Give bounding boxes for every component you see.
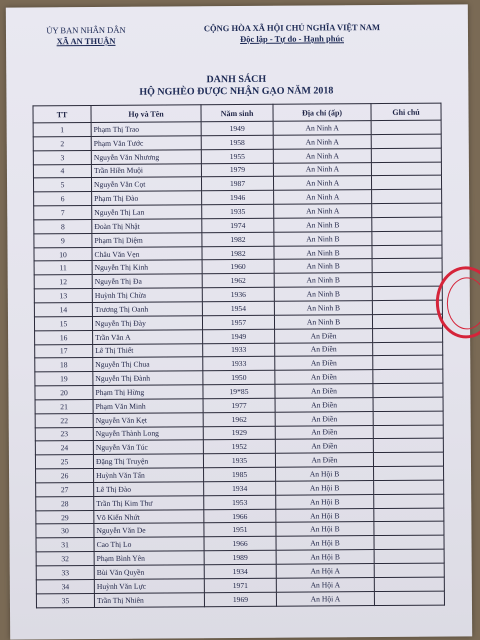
- birth-year-cell: 1971: [204, 578, 276, 592]
- row-number-cell: 17: [35, 344, 93, 358]
- person-name-cell: Nguyễn Thị Kinh: [92, 260, 202, 275]
- address-cell: An Điền: [275, 439, 373, 454]
- person-name-cell: Lê Thị Thiết: [93, 343, 203, 358]
- note-cell: [373, 355, 443, 369]
- row-number-cell: 32: [36, 552, 94, 566]
- note-cell: [371, 148, 441, 162]
- address-cell: An Điền: [275, 411, 373, 426]
- row-number-cell: 23: [35, 427, 93, 441]
- issuer-line-2: XÃ AN THUẬN: [56, 35, 116, 47]
- person-name-cell: Phạm Văn Minh: [93, 399, 203, 414]
- address-cell: An Điền: [275, 356, 373, 371]
- address-cell: An Hội A: [276, 564, 374, 579]
- person-name-cell: Trần Văn A: [93, 329, 203, 344]
- row-number-cell: 8: [34, 219, 92, 233]
- address-cell: An Điền: [275, 425, 373, 440]
- address-cell: An Điền: [275, 384, 373, 399]
- birth-year-cell: 1929: [203, 426, 275, 440]
- address-cell: An Ninh B: [274, 231, 372, 246]
- birth-year-cell: 19*85: [203, 384, 275, 398]
- note-cell: [374, 480, 444, 494]
- row-number-cell: 13: [34, 289, 92, 303]
- address-cell: An Ninh A: [273, 176, 371, 191]
- birth-year-cell: 1953: [204, 495, 276, 509]
- birth-year-cell: 1969: [204, 592, 276, 606]
- address-cell: An Ninh A: [273, 148, 371, 163]
- person-name-cell: Nguyễn Thị Đành: [93, 371, 203, 386]
- note-cell: [374, 522, 444, 536]
- row-number-cell: 15: [34, 316, 92, 330]
- person-name-cell: Phạm Bình Yên: [94, 551, 204, 566]
- person-name-cell: Nguyễn Văn Kẹt: [93, 412, 203, 427]
- person-name-cell: Nguyễn Thành Long: [93, 426, 203, 441]
- seal-inner-ring: [447, 277, 480, 329]
- row-number-cell: 25: [35, 455, 93, 469]
- note-cell: [371, 162, 441, 176]
- address-cell: An Hội B: [276, 522, 374, 537]
- address-cell: An Ninh B: [274, 245, 372, 260]
- birth-year-cell: 1950: [203, 370, 275, 384]
- birth-year-cell: 1951: [204, 523, 276, 537]
- row-number-cell: 27: [36, 482, 94, 496]
- birth-year-cell: 1936: [202, 287, 274, 301]
- birth-year-cell: 1960: [202, 260, 274, 274]
- address-cell: An Hội B: [276, 550, 374, 565]
- note-cell: [372, 231, 442, 245]
- row-number-cell: 24: [35, 441, 93, 455]
- address-cell: An Ninh B: [274, 273, 372, 288]
- note-cell: [372, 217, 442, 231]
- person-name-cell: Đặng Thị Truyện: [93, 454, 203, 469]
- person-name-cell: Cao Thị Lo: [94, 537, 204, 552]
- person-name-cell: Nguyễn Thị Lan: [92, 205, 202, 220]
- person-name-cell: Phạm Văn Tước: [91, 136, 201, 151]
- row-number-cell: 26: [36, 469, 94, 483]
- birth-year-cell: 1957: [202, 315, 274, 329]
- issuer-header: [28, 25, 144, 48]
- person-name-cell: Phạm Thị Đào: [92, 191, 202, 206]
- national-header: [172, 22, 412, 46]
- person-name-cell: Huỳnh Thị Chừa: [92, 288, 202, 303]
- person-name-cell: Phạm Thị Hừng: [93, 385, 203, 400]
- note-cell: [373, 383, 443, 397]
- address-cell: An Hội B: [276, 508, 374, 523]
- note-cell: [374, 563, 444, 577]
- note-cell: [371, 175, 441, 189]
- national-motto: Độc lập - Tự do - Hạnh phúc: [240, 33, 345, 44]
- birth-year-cell: 1989: [204, 550, 276, 564]
- column-header: Địa chỉ (ấp): [273, 104, 371, 122]
- row-number-cell: 35: [36, 593, 94, 607]
- birth-year-cell: 1952: [203, 440, 275, 454]
- row-number-cell: 30: [36, 524, 94, 538]
- address-cell: An Hội A: [276, 591, 374, 606]
- national-title: CỘNG HÒA XÃ HỘI CHỦ NGHĨA VIỆT NAM: [203, 22, 381, 34]
- person-name-cell: Võ Kiến Nhứt: [94, 509, 204, 524]
- note-cell: [373, 425, 443, 439]
- note-cell: [374, 466, 444, 480]
- birth-year-cell: 1946: [202, 190, 274, 204]
- column-header: Năm sinh: [201, 104, 273, 122]
- row-number-cell: 1: [33, 123, 91, 137]
- address-cell: An Ninh B: [274, 301, 372, 316]
- note-cell: [373, 438, 443, 452]
- person-name-cell: Huỳnh Văn Lực: [94, 579, 204, 594]
- birth-year-cell: 1982: [202, 246, 274, 260]
- birth-year-cell: 1977: [203, 398, 275, 412]
- note-cell: [374, 535, 444, 549]
- person-name-cell: Nguyễn Văn Cọt: [91, 177, 201, 192]
- issuer-line-1: ỦY BAN NHÂN DÂN: [46, 24, 126, 36]
- birth-year-cell: 1949: [201, 121, 273, 135]
- row-number-cell: 5: [33, 178, 91, 192]
- address-cell: An Điền: [275, 370, 373, 385]
- address-cell: An Ninh A: [273, 134, 371, 149]
- note-cell: [373, 328, 443, 342]
- address-cell: An Điền: [275, 453, 373, 468]
- person-name-cell: Phạm Thị Diệm: [92, 233, 202, 248]
- note-cell: [372, 314, 442, 328]
- birth-year-cell: 1974: [202, 218, 274, 232]
- row-number-cell: 18: [35, 358, 93, 372]
- note-cell: [372, 272, 442, 286]
- row-number-cell: 20: [35, 386, 93, 400]
- birth-year-cell: 1934: [204, 564, 276, 578]
- note-cell: [372, 259, 442, 273]
- row-number-cell: 2: [33, 136, 91, 150]
- document-page: [6, 4, 472, 639]
- address-cell: An Ninh A: [273, 162, 371, 177]
- birth-year-cell: 1966: [204, 509, 276, 523]
- birth-year-cell: 1935: [202, 204, 274, 218]
- row-number-cell: 4: [33, 164, 91, 178]
- note-cell: [373, 452, 443, 466]
- column-header: TT: [33, 106, 91, 123]
- note-cell: [373, 342, 443, 356]
- note-cell: [372, 189, 442, 203]
- note-cell: [372, 286, 442, 300]
- table-row: [36, 591, 444, 608]
- note-cell: [373, 397, 443, 411]
- row-number-cell: 7: [34, 206, 92, 220]
- note-cell: [374, 577, 444, 591]
- person-name-cell: Bùi Văn Quyền: [94, 565, 204, 580]
- birth-year-cell: 1933: [203, 357, 275, 371]
- birth-year-cell: 1962: [203, 412, 275, 426]
- row-number-cell: 19: [35, 372, 93, 386]
- document-title: DANH SÁCH: [206, 73, 267, 86]
- address-cell: An Ninh A: [273, 121, 371, 136]
- person-name-cell: Phạm Thị Trao: [91, 122, 201, 137]
- person-name-cell: Châu Văn Vẹn: [92, 246, 202, 261]
- note-cell: [373, 411, 443, 425]
- birth-year-cell: 1987: [201, 177, 273, 191]
- note-cell: [371, 134, 441, 148]
- note-cell: [374, 508, 444, 522]
- person-name-cell: Nguyễn Thị Đa: [92, 274, 202, 289]
- birth-year-cell: 1985: [204, 467, 276, 481]
- birth-year-cell: 1966: [204, 537, 276, 551]
- address-cell: An Ninh B: [274, 314, 372, 329]
- row-number-cell: 34: [36, 579, 94, 593]
- row-number-cell: 16: [35, 330, 93, 344]
- document-subtitle: HỘ NGHÈO ĐƯỢC NHẬN GẠO NĂM 2018: [139, 85, 334, 98]
- address-cell: An Ninh A: [274, 204, 372, 219]
- household-table: [32, 103, 444, 608]
- address-cell: An Điền: [275, 397, 373, 412]
- address-cell: An Ninh B: [274, 259, 372, 274]
- column-header: Ghi chú: [371, 103, 441, 120]
- birth-year-cell: 1962: [202, 274, 274, 288]
- person-name-cell: Nguyễn Thị Chua: [93, 357, 203, 372]
- birth-year-cell: 1979: [201, 163, 273, 177]
- address-cell: An Ninh B: [274, 217, 372, 232]
- person-name-cell: Nguyễn Văn Túc: [93, 440, 203, 455]
- address-cell: An Hội B: [276, 494, 374, 509]
- person-name-cell: Nguyễn Văn De: [94, 523, 204, 538]
- note-cell: [374, 549, 444, 563]
- row-number-cell: 12: [34, 275, 92, 289]
- person-name-cell: Trần Thị Kim Thư: [94, 496, 204, 511]
- row-number-cell: 14: [34, 302, 92, 316]
- birth-year-cell: 1934: [204, 481, 276, 495]
- address-cell: An Ninh B: [274, 287, 372, 302]
- column-header: Họ và Tên: [91, 105, 201, 123]
- person-name-cell: Trần Thị Nhiên: [94, 592, 204, 607]
- birth-year-cell: 1954: [202, 301, 274, 315]
- address-cell: An Hội B: [276, 481, 374, 496]
- birth-year-cell: 1982: [202, 232, 274, 246]
- row-number-cell: 11: [34, 261, 92, 275]
- person-name-cell: Huỳnh Văn Tấn: [94, 468, 204, 483]
- person-name-cell: Đoàn Thị Nhật: [92, 219, 202, 234]
- row-number-cell: 3: [33, 150, 91, 164]
- note-cell: [372, 245, 442, 259]
- row-number-cell: 28: [36, 496, 94, 510]
- row-number-cell: 33: [36, 566, 94, 580]
- person-name-cell: Nguyễn Văn Nhương: [91, 149, 201, 164]
- person-name-cell: Lê Thị Đào: [94, 482, 204, 497]
- note-cell: [371, 120, 441, 134]
- note-cell: [372, 300, 442, 314]
- person-name-cell: Nguyễn Thị Đày: [92, 316, 202, 331]
- address-cell: An Hội B: [276, 536, 374, 551]
- row-number-cell: 9: [34, 233, 92, 247]
- address-cell: An Ninh A: [274, 190, 372, 205]
- table-body: [33, 120, 444, 607]
- row-number-cell: 21: [35, 399, 93, 413]
- note-cell: [374, 494, 444, 508]
- address-cell: An Điền: [275, 342, 373, 357]
- birth-year-cell: 1935: [203, 453, 275, 467]
- person-name-cell: Trương Thị Oanh: [92, 302, 202, 317]
- birth-year-cell: 1955: [201, 149, 273, 163]
- row-number-cell: 6: [34, 192, 92, 206]
- person-name-cell: Trần Hiền Muội: [91, 163, 201, 178]
- address-cell: An Điền: [275, 328, 373, 343]
- note-cell: [373, 369, 443, 383]
- note-cell: [372, 203, 442, 217]
- row-number-cell: 31: [36, 538, 94, 552]
- birth-year-cell: 1933: [203, 343, 275, 357]
- row-number-cell: 29: [36, 510, 94, 524]
- birth-year-cell: 1958: [201, 135, 273, 149]
- note-cell: [374, 591, 444, 605]
- address-cell: An Hội B: [276, 467, 374, 482]
- birth-year-cell: 1949: [203, 329, 275, 343]
- address-cell: An Hội A: [276, 577, 374, 592]
- row-number-cell: 22: [35, 413, 93, 427]
- row-number-cell: 10: [34, 247, 92, 261]
